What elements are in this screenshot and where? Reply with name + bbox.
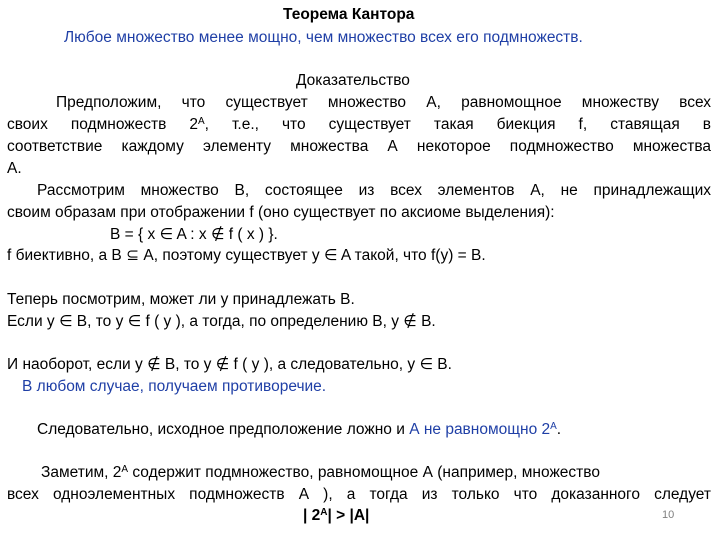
p2-line1: Рассмотрим множество В, состоящее из всех элементов А, не принадлежащих <box>37 182 711 199</box>
remark-line1-b: содержит подмножество, равномощное А (например, множество <box>128 464 600 481</box>
remark-line1 <box>41 462 600 484</box>
conclusion-b: А не равномощно 2 <box>409 421 551 438</box>
p1-line3: соответствие каждому элементу множества А некоторое подмножество множества <box>7 138 711 155</box>
theorem-statement: Любое множество менее мощно, чем множество всех его подмножеств. <box>64 29 583 46</box>
p2-line3: f биективно, а В ⊆ А, поэтому существует y ∈ A такой, что f(y) = B. <box>7 247 486 264</box>
remark-final-b: | > |A| <box>327 507 370 524</box>
p4-line2: В любом случае, получаем противоречие. <box>22 378 327 395</box>
remark-final-a: | 2 <box>303 507 321 524</box>
p2-formula: В = { x ∈ A : x ∉ f ( x ) }. <box>110 226 278 243</box>
p1-line2-b: , т.е., что существует такая биекция f, ставящая в <box>204 116 711 133</box>
p2-line2: своим образам при отображении f (оно существует по аксиоме выделения): <box>7 204 555 221</box>
p1-line1: Предположим, что существует множество А, равномощное множеству всех <box>56 94 711 111</box>
remark-line2: всех одноэлементных подмножеств А ), а тогда из только что доказанного следует <box>7 486 711 503</box>
page-number: 10 <box>662 509 675 521</box>
remark-final <box>303 505 369 527</box>
p1-line4: А. <box>7 160 22 177</box>
p3-line2: Если y ∈ B, то y ∈ f ( y ), а тогда, по определению В, y ∉ B. <box>7 313 436 330</box>
proof-heading: Доказательство <box>296 72 410 89</box>
p3-line1: Теперь посмотрим, может ли y принадлежать В. <box>7 291 355 308</box>
conclusion-a: Следовательно, исходное предположение ложно и <box>37 421 410 438</box>
p4-line1: И наоборот, если y ∉ B, то y ∉ f ( y ), а следовательно, y ∈ B. <box>7 356 452 373</box>
remark-line1-sup: А <box>121 464 129 475</box>
remark-line1-a: Заметим, 2 <box>41 464 122 481</box>
p1-line2 <box>7 114 711 136</box>
p1-line2-a: своих подмножеств 2 <box>7 116 198 133</box>
conclusion-sup: А <box>550 421 557 432</box>
p1-line2-sup: А <box>198 116 205 127</box>
conclusion-c: . <box>556 421 562 438</box>
conclusion <box>37 419 561 441</box>
remark-final-sup: A <box>320 507 328 518</box>
theorem-title: Теорема Кантора <box>283 6 415 23</box>
